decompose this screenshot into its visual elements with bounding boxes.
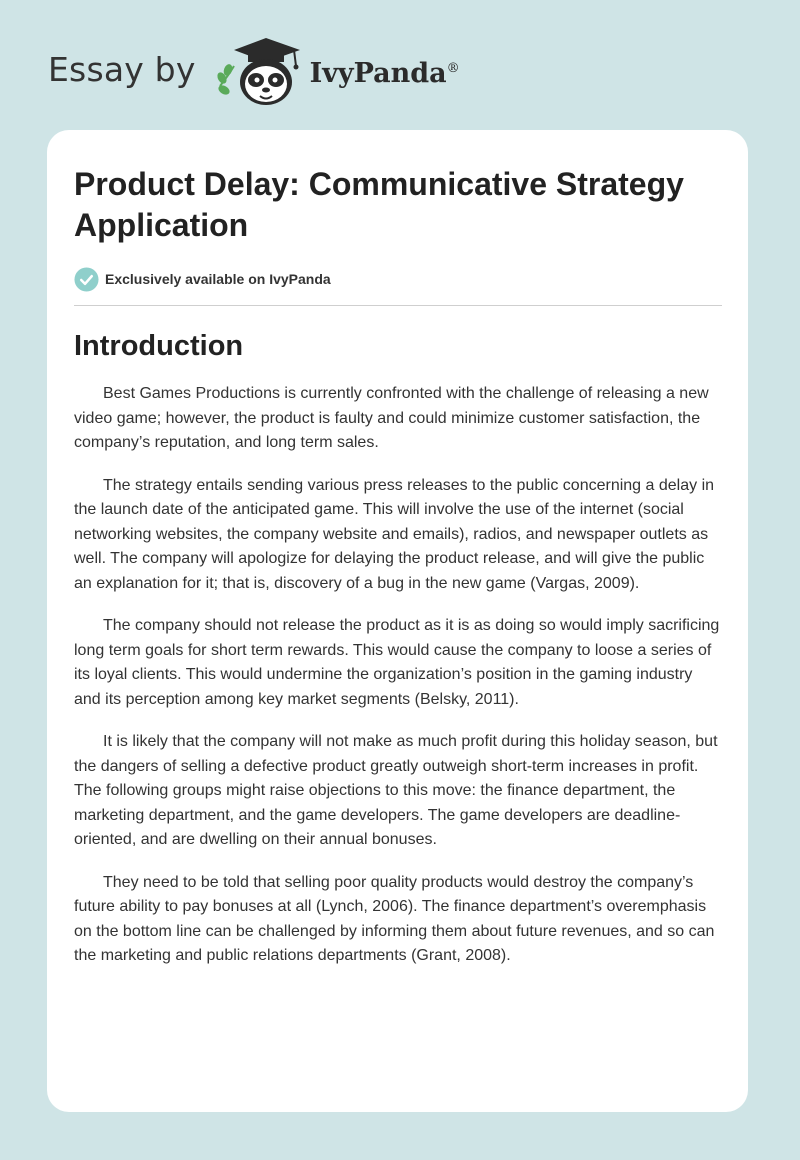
brand-name[interactable]: [310, 58, 460, 89]
divider: [74, 305, 722, 306]
brand-name-text: IvyPanda: [309, 57, 447, 89]
panda-graduate-logo-icon: [214, 36, 306, 108]
section-heading-introduction: Introduction: [74, 330, 244, 362]
paragraph: They need to be told that selling poor quality products would destroy the company’s future ability to pay bonuses at all (Lynch, 2006). The finance department’s overemphasis on the bottom line can be challenged by informing them about future revenues, and so can the marketing and public relations departments (Grant, 2008).: [74, 873, 715, 964]
essay-title: Product Delay: Communicative Strategy Application: [74, 166, 684, 243]
essay-content: [74, 164, 722, 969]
paragraph: The company should not release the product as it is as doing so would imply sacrificing long term goals for short term rewards. This would cause the company to loose a series of its loyal clients. This would undermine the organization’s position in the gaming industry and its perception among key market segments (Belsky, 2011).: [74, 617, 720, 708]
exclusive-badge-text: Exclusively available on IvyPanda: [105, 271, 331, 287]
essay-by-label: Essay by: [48, 49, 196, 89]
paragraph: The strategy entails sending various press releases to the public concerning a delay in the launch date of the anticipated game. This will involve the use of the internet (social networking websites, the company website and emails), radios, and newspaper outlets as well. The company will apologize for delaying the product release, and will give the public an explanation for it; that is, discovery of a bug in the new game (Vargas, 2009).: [74, 476, 715, 592]
checkmark-circle-icon: [74, 267, 99, 292]
paragraph: It is likely that the company will not make as much profit during this holiday season, but the dangers of selling a defective product greatly outweigh short-term increases in profit. The following groups might raise objections to this move: the finance department, the marketing department, and the game developers. The game developers are deadline-oriented, and are dwelling on their annual bonuses.: [74, 733, 718, 848]
site-header: [48, 36, 460, 108]
paragraph: Best Games Productions is currently confronted with the challenge of releasing a new video game; however, the product is faulty and could minimize customer satisfaction, the company’s reputation, and long term sales.: [74, 385, 709, 451]
exclusive-badge: [74, 266, 722, 292]
registered-mark: ®: [446, 60, 460, 76]
essay-card: [47, 130, 748, 1112]
